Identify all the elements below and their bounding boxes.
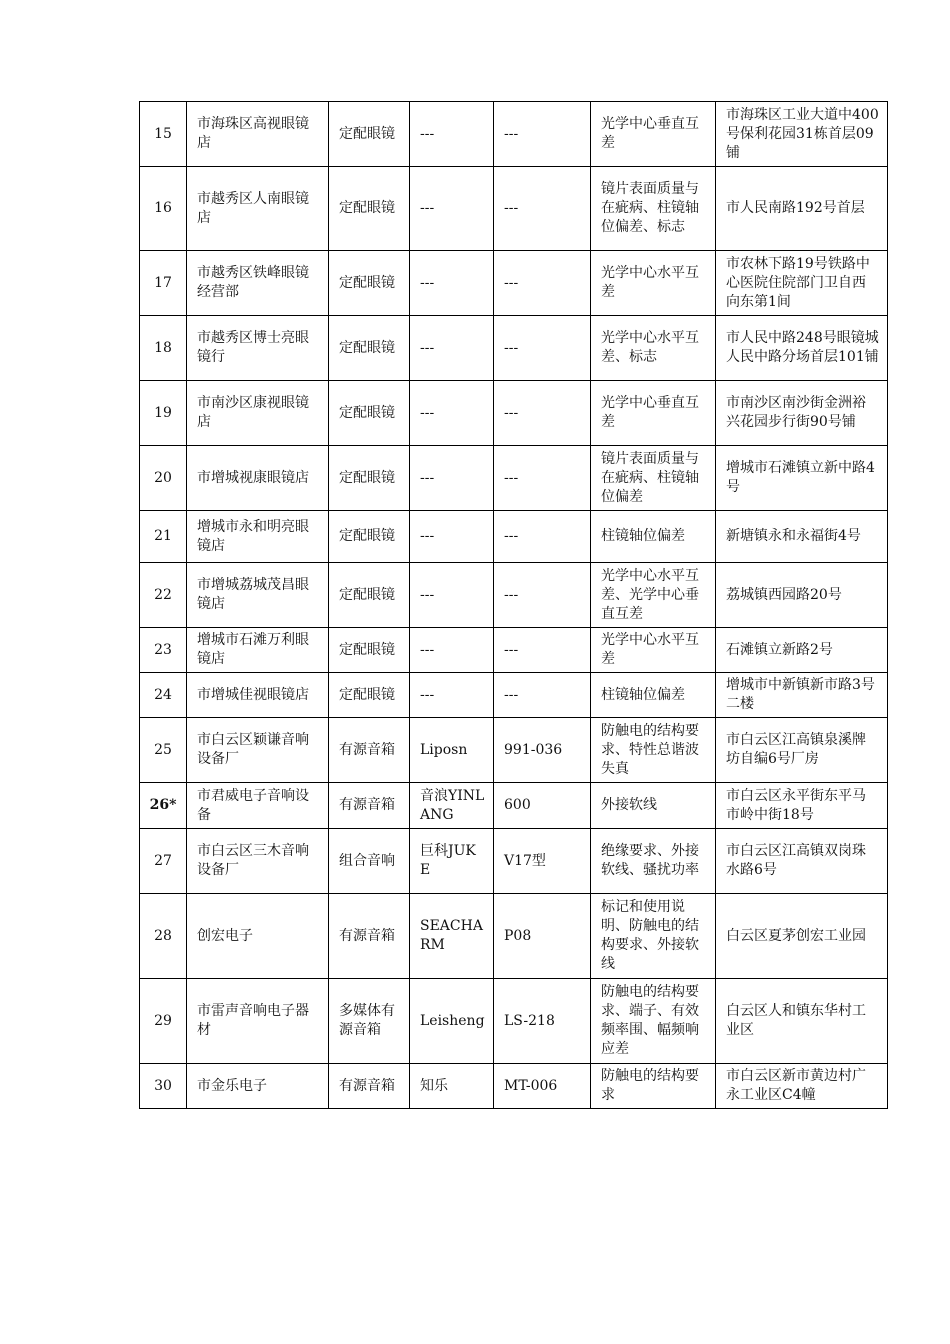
table-row [140, 829, 888, 894]
company-name-cell: 市越秀区博士亮眼镜行 [187, 316, 329, 381]
address-cell: 市海珠区工业大道中400号保利花园31栋首层09铺 [716, 102, 888, 167]
address-cell: 增城市石滩镇立新中路4号 [716, 446, 888, 511]
model-number-cell: --- [494, 102, 591, 167]
address-cell: 市南沙区南沙街金洲裕兴花园步行街90号铺 [716, 381, 888, 446]
model-number-cell: --- [494, 251, 591, 316]
company-name-cell: 市越秀区人南眼镜店 [187, 167, 329, 251]
model-number-cell: --- [494, 167, 591, 251]
row-number-cell: 20 [140, 446, 187, 511]
failed-items-cell: 光学中心水平互差、标志 [591, 316, 716, 381]
address-cell: 市白云区江高镇双岗珠水路6号 [716, 829, 888, 894]
table-row [140, 251, 888, 316]
table-row [140, 783, 888, 829]
product-name-cell: 多媒体有源音箱 [329, 979, 410, 1064]
failed-items-cell: 标记和使用说明、防触电的结构要求、外接软线 [591, 894, 716, 979]
brand-name-cell: --- [410, 316, 494, 381]
failed-items-cell: 镜片表面质量与在疵病、柱镜轴位偏差 [591, 446, 716, 511]
row-number-cell: 25 [140, 718, 187, 783]
brand-name-cell: Liposn [410, 718, 494, 783]
company-name-cell: 市白云区三木音响设备厂 [187, 829, 329, 894]
table-row [140, 718, 888, 783]
table-row [140, 1064, 888, 1109]
model-number-cell: --- [494, 316, 591, 381]
company-name-cell: 增城市永和明亮眼镜店 [187, 511, 329, 563]
table-row [140, 102, 888, 167]
brand-name-cell: 音浪YINLANG [410, 783, 494, 829]
table-row [140, 381, 888, 446]
brand-name-cell: --- [410, 381, 494, 446]
address-cell: 石滩镇立新路2号 [716, 628, 888, 673]
address-cell: 市白云区江高镇泉溪牌坊自编6号厂房 [716, 718, 888, 783]
address-cell: 市白云区新市黄边村广永工业区C4幢 [716, 1064, 888, 1109]
brand-name-cell: --- [410, 446, 494, 511]
table-row [140, 628, 888, 673]
address-cell: 市人民中路248号眼镜城人民中路分场首层101铺 [716, 316, 888, 381]
product-name-cell: 有源音箱 [329, 783, 410, 829]
address-cell: 市人民南路192号首层 [716, 167, 888, 251]
row-number-cell: 17 [140, 251, 187, 316]
company-name-cell: 市增城荔城茂昌眼镜店 [187, 563, 329, 628]
row-number-cell: 23 [140, 628, 187, 673]
company-name-cell: 市雷声音响电子器材 [187, 979, 329, 1064]
model-number-cell: 991-036 [494, 718, 591, 783]
row-number-cell: 26* [140, 783, 187, 829]
address-cell: 白云区人和镇东华村工业区 [716, 979, 888, 1064]
failed-items-cell: 柱镜轴位偏差 [591, 673, 716, 718]
brand-name-cell: --- [410, 251, 494, 316]
company-name-cell: 市南沙区康视眼镜店 [187, 381, 329, 446]
failed-items-cell: 防触电的结构要求、特性总谐波失真 [591, 718, 716, 783]
product-name-cell: 定配眼镜 [329, 167, 410, 251]
failed-items-cell: 光学中心垂直互差 [591, 381, 716, 446]
model-number-cell: P08 [494, 894, 591, 979]
product-name-cell: 定配眼镜 [329, 628, 410, 673]
model-number-cell: LS-218 [494, 979, 591, 1064]
model-number-cell: MT-006 [494, 1064, 591, 1109]
row-number-cell: 30 [140, 1064, 187, 1109]
table-body [140, 102, 888, 1109]
table-row [140, 563, 888, 628]
row-number-cell: 29 [140, 979, 187, 1064]
failed-items-cell: 光学中心水平互差 [591, 628, 716, 673]
results-table [139, 101, 888, 1109]
company-name-cell: 市增城视康眼镜店 [187, 446, 329, 511]
model-number-cell: --- [494, 673, 591, 718]
failed-items-cell: 防触电的结构要求、端子、有效频率围、幅频响应差 [591, 979, 716, 1064]
product-name-cell: 有源音箱 [329, 894, 410, 979]
failed-items-cell: 防触电的结构要求 [591, 1064, 716, 1109]
brand-name-cell: 巨科JUKE [410, 829, 494, 894]
product-name-cell: 有源音箱 [329, 1064, 410, 1109]
brand-name-cell: --- [410, 628, 494, 673]
model-number-cell: --- [494, 511, 591, 563]
table-row [140, 446, 888, 511]
model-number-cell: --- [494, 563, 591, 628]
model-number-cell: --- [494, 381, 591, 446]
row-number-cell: 19 [140, 381, 187, 446]
row-number-cell: 15 [140, 102, 187, 167]
address-cell: 市白云区永平街东平马市岭中街18号 [716, 783, 888, 829]
table-row [140, 167, 888, 251]
failed-items-cell: 柱镜轴位偏差 [591, 511, 716, 563]
company-name-cell: 市海珠区高视眼镜店 [187, 102, 329, 167]
brand-name-cell: --- [410, 511, 494, 563]
row-number-cell: 21 [140, 511, 187, 563]
company-name-cell: 市君威电子音响设备 [187, 783, 329, 829]
company-name-cell: 市越秀区铁峰眼镜经营部 [187, 251, 329, 316]
failed-items-cell: 外接软线 [591, 783, 716, 829]
model-number-cell: --- [494, 446, 591, 511]
address-cell: 市农林下路19号铁路中心医院住院部门卫自西向东第1间 [716, 251, 888, 316]
address-cell: 新塘镇永和永福街4号 [716, 511, 888, 563]
company-name-cell: 增城市石滩万利眼镜店 [187, 628, 329, 673]
brand-name-cell: Leisheng [410, 979, 494, 1064]
table-row [140, 316, 888, 381]
product-name-cell: 定配眼镜 [329, 316, 410, 381]
table-row [140, 673, 888, 718]
company-name-cell: 市金乐电子 [187, 1064, 329, 1109]
company-name-cell: 市增城佳视眼镜店 [187, 673, 329, 718]
product-name-cell: 定配眼镜 [329, 102, 410, 167]
row-number-cell: 28 [140, 894, 187, 979]
company-name-cell: 创宏电子 [187, 894, 329, 979]
table-row [140, 979, 888, 1064]
product-name-cell: 定配眼镜 [329, 563, 410, 628]
model-number-cell: V17型 [494, 829, 591, 894]
brand-name-cell: --- [410, 102, 494, 167]
product-name-cell: 组合音响 [329, 829, 410, 894]
company-name-cell: 市白云区颖谦音响设备厂 [187, 718, 329, 783]
failed-items-cell: 光学中心垂直互差 [591, 102, 716, 167]
failed-items-cell: 绝缘要求、外接软线、骚扰功率 [591, 829, 716, 894]
model-number-cell: 600 [494, 783, 591, 829]
row-number-cell: 27 [140, 829, 187, 894]
product-name-cell: 有源音箱 [329, 718, 410, 783]
table-row [140, 511, 888, 563]
table-row [140, 894, 888, 979]
brand-name-cell: --- [410, 673, 494, 718]
model-number-cell: --- [494, 628, 591, 673]
product-name-cell: 定配眼镜 [329, 381, 410, 446]
product-name-cell: 定配眼镜 [329, 511, 410, 563]
row-number-cell: 18 [140, 316, 187, 381]
brand-name-cell: --- [410, 563, 494, 628]
address-cell: 增城市中新镇新市路3号二楼 [716, 673, 888, 718]
address-cell: 荔城镇西园路20号 [716, 563, 888, 628]
row-number-cell: 22 [140, 563, 187, 628]
failed-items-cell: 镜片表面质量与在疵病、柱镜轴位偏差、标志 [591, 167, 716, 251]
product-name-cell: 定配眼镜 [329, 446, 410, 511]
row-number-cell: 24 [140, 673, 187, 718]
product-name-cell: 定配眼镜 [329, 251, 410, 316]
address-cell: 白云区夏茅创宏工业园 [716, 894, 888, 979]
row-number-cell: 16 [140, 167, 187, 251]
brand-name-cell: --- [410, 167, 494, 251]
product-name-cell: 定配眼镜 [329, 673, 410, 718]
brand-name-cell: SEACHARM [410, 894, 494, 979]
failed-items-cell: 光学中心水平互差、光学中心垂直互差 [591, 563, 716, 628]
brand-name-cell: 知乐 [410, 1064, 494, 1109]
failed-items-cell: 光学中心水平互差 [591, 251, 716, 316]
